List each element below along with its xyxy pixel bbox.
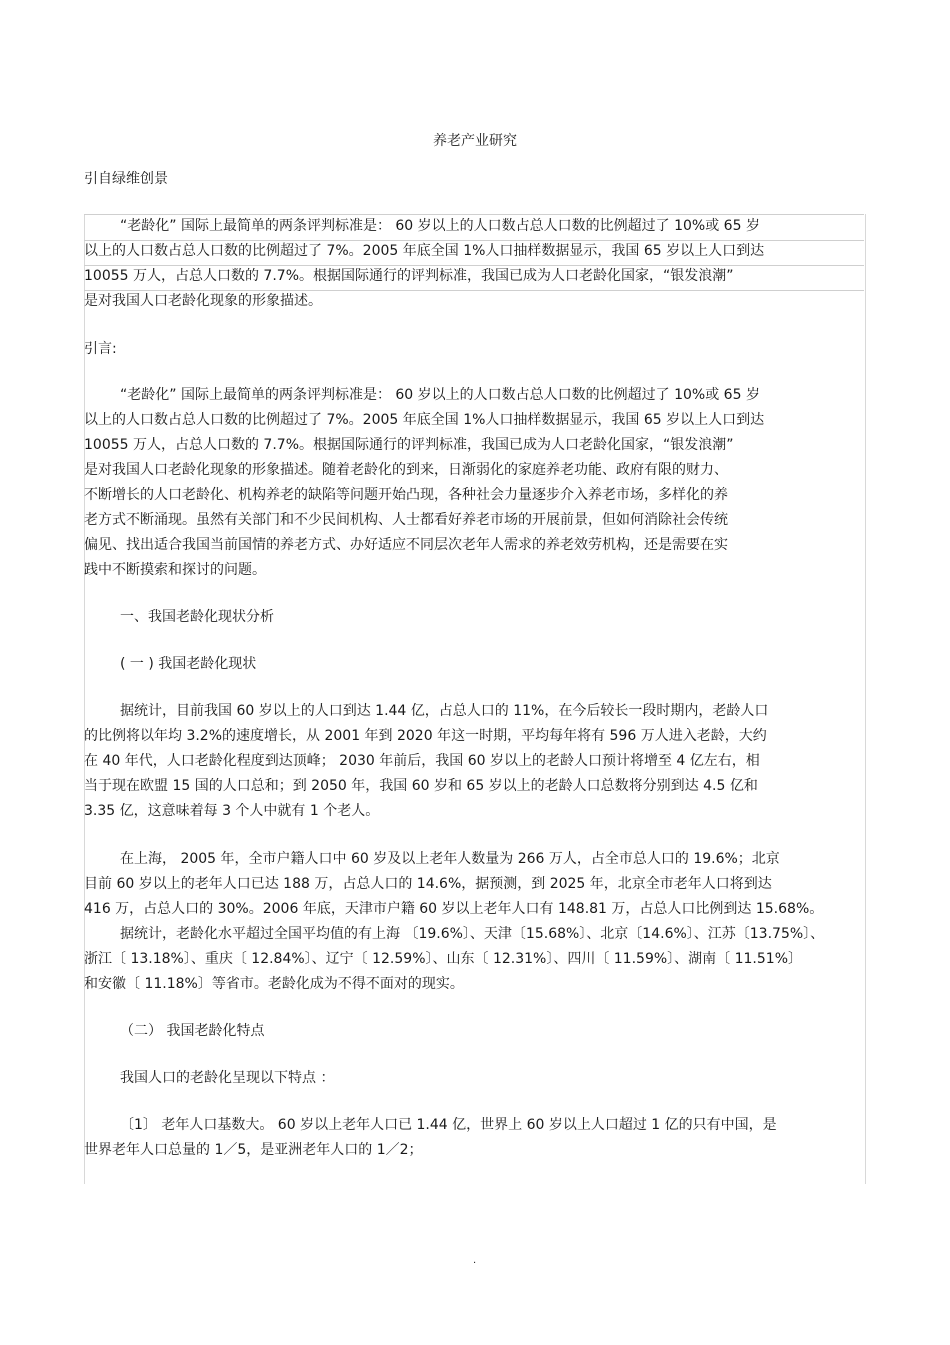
text-line: 在上海， 2005 年，全市户籍人口中 60 岁及以上老年人数量为 266 万人，占全市总人口的 19.6%；北京 <box>120 851 780 867</box>
text-line: “老龄化” 国际上最简单的两条评判标准是： 60 岁以上的人口数占总人口数的比例超过了 10%或 65 岁 <box>120 387 760 403</box>
features-intro: 我国人口的老龄化呈现以下特点 ： <box>120 1070 335 1086</box>
text-line: 浙江〔 13.18%〕、重庆〔 12.84%〕、辽宁〔 12.59%〕、山东〔 12.31%〕、四川〔 11.59%〕、湖南〔 11.51%〕 <box>84 951 802 967</box>
text-line: 偏见、找出适合我国当前国情的养老方式、办好适应不同层次老年人需求的养老效劳机构，还是需要在实 <box>84 537 728 553</box>
page-footer-mark: . <box>473 1255 477 1266</box>
section-heading: 一、我国老龄化现状分析 <box>120 609 274 625</box>
text-line: 老方式不断涌现。虽然有关部门和不少民间机构、人士都看好养老市场的开展前景，但如何消除社会传统 <box>84 512 728 528</box>
text-line: 以上的人口数占总人口数的比例超过了 7%。2005 年底全国 1%人口抽样数据显示，我国 65 岁以上人口到达 <box>84 412 765 428</box>
text-line: 目前 60 岁以上的老年人口已达 188 万，占总人口的 14.6%，据预测，到 2025 年，北京全市老年人口将到达 <box>84 876 772 892</box>
subsection-heading: （二） 我国老龄化特点 <box>120 1023 265 1039</box>
subsection-heading: ( 一 ) 我国老龄化现状 <box>120 656 257 672</box>
text-line: 据统计，老龄化水平超过全国平均值的有上海 〔19.6%〕、天津〔15.68%〕、北京〔14.6%〕、江苏〔13.75%〕、 <box>120 926 825 942</box>
text-line: 以上的人口数占总人口数的比例超过了 7%。2005 年底全国 1%人口抽样数据显示，我国 65 岁以上人口到达 <box>84 243 765 259</box>
intro-paragraph <box>84 383 864 583</box>
text-line: 是对我国人口老龄化现象的形象描述。 <box>84 293 322 309</box>
text-line: 的比例将以年均 3.2%的速度增长，从 2001 年到 2020 年这一时期，平均每年将有 596 万人进入老龄，大约 <box>84 728 767 744</box>
text-line: 10055 万人，占总人口数的 7.7%。根据国际通行的评判标准，我国已成为人口老龄化国家，“银发浪潮” <box>84 437 734 453</box>
text-line: 在 40 年代，人口老龄化程度到达顶峰； 2030 年前后，我国 60 岁以上的老龄人口预计将增至 4 亿左右，相 <box>84 753 760 769</box>
text-line: 世界老年人口总量的 1／5，是亚洲老年人口的 1／2； <box>84 1142 423 1158</box>
text-line: 和安徽〔 11.18%〕等省市。老龄化成为不得不面对的现实。 <box>84 976 464 992</box>
text-line: 践中不断摸索和探讨的问题。 <box>84 562 266 578</box>
intro-heading: 引言: <box>84 341 117 357</box>
abstract-paragraph <box>84 214 864 314</box>
text-line: 据统计，目前我国 60 岁以上的人口到达 1.44 亿，占总人口的 11%，在今后较长一段时期内，老龄人口 <box>120 703 769 719</box>
text-line: 3.35 亿，这意味着每 3 个人中就有 1 个老人。 <box>84 803 380 819</box>
text-line: 是对我国人口老龄化现象的形象描述。随着老龄化的到来，日渐弱化的家庭养老功能、政府有限的财力、 <box>84 462 728 478</box>
text-line: 不断增长的人口老龄化、机构养老的缺陷等问题开始凸现，各种社会力量逐步介入养老市场，多样化的养 <box>84 487 728 503</box>
text-line: “老龄化” 国际上最简单的两条评判标准是： 60 岁以上的人口数占总人口数的比例超过了 10%或 65 岁 <box>120 218 760 234</box>
text-line: 当于现在欧盟 15 国的人口总和；到 2050 年，我国 60 岁和 65 岁以上的老龄人口总数将分别到达 4.5 亿和 <box>84 778 758 794</box>
source-line: 引自绿维创景 <box>84 171 168 187</box>
text-line: 〔1〕 老年人口基数大。 60 岁以上老年人口已 1.44 亿，世界上 60 岁以上人口超过 1 亿的只有中国，是 <box>120 1117 777 1133</box>
regional-stats-paragraph <box>84 847 864 997</box>
page-title: 养老产业研究 <box>433 133 517 149</box>
stats-paragraph <box>84 699 864 824</box>
text-line: 416 万，占总人口的 30%。2006 年底，天津市户籍 60 岁以上老年人口有 148.81 万，占总人口比例到达 15.68%。 <box>84 901 824 917</box>
feature-paragraph <box>84 1113 864 1163</box>
text-line: 10055 万人，占总人口数的 7.7%。根据国际通行的评判标准，我国已成为人口老龄化国家，“银发浪潮” <box>84 268 734 284</box>
